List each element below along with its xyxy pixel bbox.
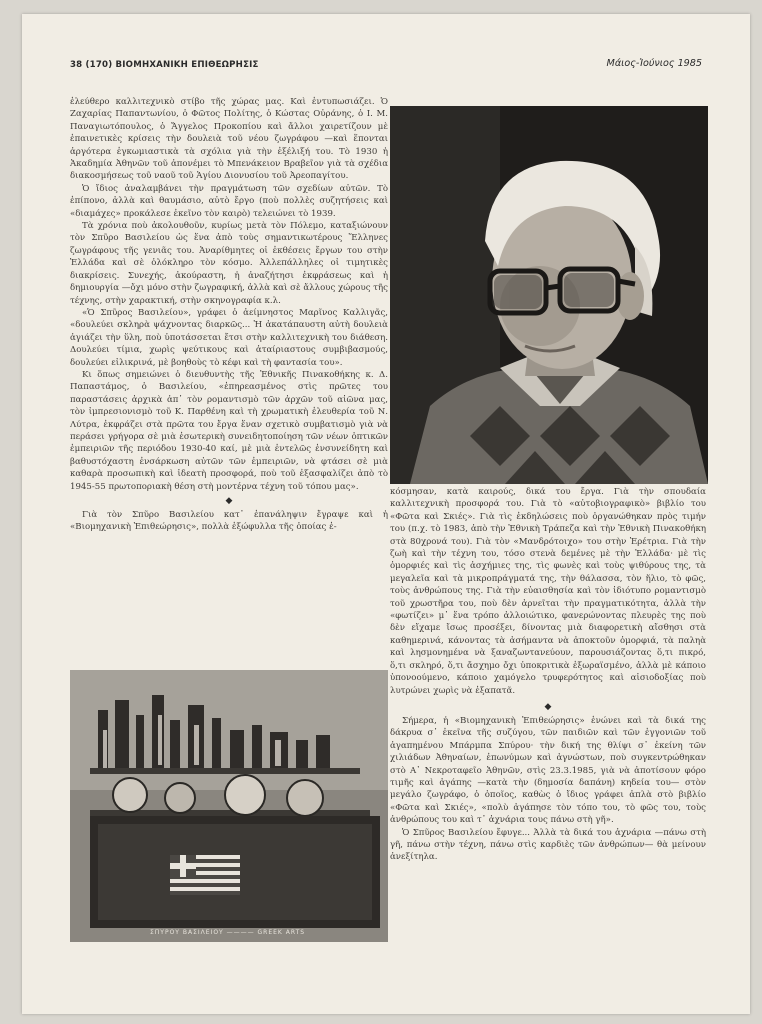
exhibit-illustration xyxy=(70,670,388,942)
exhibit-caption: ΣΠΥΡΟΥ ΒΑΣΙΛΕΙΟΥ ———— GREEK ARTS xyxy=(150,929,306,936)
portrait-illustration xyxy=(390,106,708,484)
paragraph: «Ὁ Σπῦρος Βασιλείου», γράφει ὁ ἀείμνηστος Μαρῖνος Καλλιγᾶς, «δουλεύει σκληρὰ ψάχνοντας διαρκῶς... Ἡ ἀκατάπαυστη αὐτὴ δουλειὰ ἀγιάζει τὴν ὕλη, ποὺ ὑποτάσσεται ἔτσι στὴν καλλιτεχνικὴ του διάθεση. Δουλεύει τίμια, χωρὶς ψεύτικους καὶ ἀταίριαστους συμβιβασμούς, δουλεύει εἰλικρινά, μὲ βοηθοὺς τὸ κέφι καὶ τὴ φαντασία του». xyxy=(70,307,388,368)
section-divider: ◆ xyxy=(544,701,552,712)
portrait-photo xyxy=(390,106,708,484)
magazine-page xyxy=(22,14,750,1014)
running-header-left: 38 (170) ΒΙΟΜΗΧΑΝΙΚΗ ΕΠΙΘΕΩΡΗΣΙΣ xyxy=(70,60,259,70)
paragraph: ἐλεύθερο καλλιτεχνικὸ στίβο τῆς χώρας μας. Καὶ ἐντυπωσιάζει. Ὁ Ζαχαρίας Παπαντωνίου, ὁ Φῶτος Πολίτης, ὁ Κώστας Οὐράνης, ὁ Ι. Μ. Παναγιωτόπουλος, ὁ Ἄγγελος Προκοπίου καὶ ἄλλοι χαιρετίζουν μὲ ἐπαινετικὲς κρίσεις τὴν δουλειὰ τοῦ νέου ζωγράφου —καὶ ἕπονται ἀργότερα ἐγκωμιαστικὰ τὰ σχόλια γιὰ τὴν ἐξέλιξή του. Τὸ 1930 ἡ Ἀκαδημία Ἀθηνῶν τοῦ ἀπονέμει τὸ Μπενάκειον Βραβεῖον γιὰ τὰ σχέδια διακοσμήσεως τοῦ ναοῦ τοῦ Ἁγίου Διονυσίου τοῦ Ἀρεοπαγίτου. xyxy=(70,97,388,182)
section-divider: ◆ xyxy=(225,496,233,506)
paragraph: Ὁ ἴδιος ἀναλαμβάνει τὴν πραγμάτωση τῶν σχεδίων αὐτῶν. Τὸ ἐπίπονο, ἀλλὰ καὶ θαυμάσιο, αὐτὸ ἔργο (ποὺ πολλὲς συζητήσεις καὶ «διαμάχες» προκάλεσε ἐκεῖνο τὸν καιρὸ) τελειώνει τὸ 1939. xyxy=(70,183,388,219)
right-column xyxy=(390,486,706,864)
paragraph: Ὁ Σπῦρος Βασιλείου ἔφυγε... Ἀλλὰ τὰ δικά του ἀχνάρια —πάνω στὴ γῆ, πάνω στὴν τέχνη, πάνω στὶς καρδιὲς τῶν ἀνθρώπων— θὰ μείνουν ἀνεξίτηλα. xyxy=(390,827,706,863)
paragraph: Τὰ χρόνια ποὺ ἀκολουθοῦν, κυρίως μετὰ τὸν Πόλεμο, καταξιώνουν τὸν Σπῦρο Βασιλείου ὡς ἕνα ἀπὸ τοὺς σημαντικωτέρους Ἕλληνες ζωγράφους τῆς γενιᾶς του. Ἀναρίθμητες οἱ ἐκθέσεις ἔργων του στὴν Ἑλλάδα καὶ σὲ ὁλόκληρο τὸν κόσμο. Ἀλλεπάλληλες οἱ τιμητικὲς διακρίσεις. Συνεχής, ἀκούραστη, ἡ ἀναζήτησι ἐκφράσεως καὶ ἡ δημιουργία —ὄχι μόνο στὴν ζωγραφική, ἀλλὰ καὶ σὲ ἄλλους χώρους τῆς τέχνης, στὴν χαρακτική, στὴν σκηνογραφία κ.λ. xyxy=(70,221,388,306)
left-column xyxy=(70,96,388,534)
exhibit-photo xyxy=(70,670,388,942)
paragraph: Γιὰ τὸν Σπῦρο Βασιλείου κατ᾽ ἐπανάληψιν ἔγραψε καὶ ἡ «Βιομηχανικὴ Ἐπιθεώρησις», πολλὰ ἐξώφυλλα τῆς ὁποίας ἐ- xyxy=(70,510,388,533)
paragraph: Σήμερα, ἡ «Βιομηχανικὴ Ἐπιθεώρησις» ἑνώνει καὶ τὰ δικά της δάκρυα σ᾽ ἐκεῖνα τῆς συζύγου, τῶν παιδιῶν καὶ τῶν ἐγγονιῶν τοῦ ἀγαπημένου Μπάρμπα Σπύρου· τὴν δική της θλίψι σ᾽ ἐκείνη τῶν χιλιάδων Ἀθηναίων, ἐπωνύμων καὶ ἀγνώστων, ποὺ συγκεντρώθηκαν στὸ Α᾽ Νεκροταφεῖο Ἀθηνῶν, στὶς 23.3.1985, γιὰ νὰ ἀποτίσουν φόρο τιμῆς καὶ ἀγάπης —κατὰ τὴν (δημοσία δαπάνη) κηδεία του— στὸν μεγάλο ζωγράφο, ὁ ὁποῖος, καθὼς ὁ ἴδιος γράφει ἁπλὰ στὸ βιβλίο «Φῶτα καὶ Σκιές», «πολὺ ἀγάπησε τὸν τόπο του, τὸ φῶς του, τοὺς ἀνθρώπους του καὶ τ᾽ ἀχνάρια τους πάνω στὴ γῆ». xyxy=(390,715,706,826)
paragraph: Κι ὅπως σημειώνει ὁ διευθυντὴς τῆς Ἐθνικῆς Πινακοθήκης κ. Δ. Παπαστάμος, ὁ Βασιλείου, «ἐπηρεασμένος στὶς πρῶτες του παραστάσεις ἀρχικὰ ἀπ᾽ τὸν ρομαντισμὸ τῶν ἀρχῶν τοῦ αἰῶνα μας, τὸν ἰμπρεσιονισμὸ τοῦ Κ. Παρθένη καὶ τὴ χρωματικὴ ἐλευθερία τοῦ Ν. Λύτρα, ἐκφράζει στὰ πρῶτα του ἔργα ἕναν σχετικὸ συμβατισμὸ γιὰ νὰ περάσει γρήγορα σὲ μιὰ ἐσωτερικὴ συνειδητοποίηση τῶν νέων ὀπτικῶν ἐμπειριῶν τῆς περιόδου 1930-40 καί, μὲ μιὰ ἐντελῶς ἐνσυνείδητη καὶ βαθυστόχαστη ἐνσάρκωση αὐτῶν τῶν ἐμπειριῶν, νὰ φτάσει σὲ μιὰ καθαρὰ προσωπικὴ καὶ ἰδεατὴ προσφορά, ποὺ τοῦ ἐξασφαλίζει ἀπὸ τὸ 1945-55 πρωτοποριακὴ θέση στὴ μοντέρνα τέχνη τοῦ τόπου μας». xyxy=(70,369,388,492)
paragraph: κόσμησαν, κατὰ καιρούς, δικά του ἔργα. Γιὰ τὴν σπουδαία καλλιτεχνικὴ προσφορά του. Γιὰ τὸ «αὐτοβιογραφικὸ» βιβλίο του «Φῶτα καὶ Σκιές». Γιὰ τὶς ἐκδηλώσεις ποὺ ὀργανώθηκαν πρὸς τιμήν του (π.χ. τὸ 1983, ἀπὸ τὴν Ἐθνικὴ Τράπεζα καὶ τὴν Ἐθνικὴ Πινακοθήκη στὰ 80χρονά του). Γιὰ τὸν «Μανδρότοιχο» του στὴν Ἐρέτρια. Γιὰ τὴν ζωὴ καὶ τὴν τέχνη του, τόσο στενὰ δεμένες μὲ τὴν Ἑλλάδα· μὲ τὶς ὀμορφιές καὶ τὶς ἀσχήμιες της, τὶς φωνὲς καὶ τοὺς ψιθύρους της, τὰ μεγαλεῖα καὶ τὰ μικροπράγματά της, τὴν θάλασσα, τὸν ἥλιο, τὸ φῶς, τοὺς ἀνθρώπους της. Γιὰ τὴν εὐαισθησία καὶ τὸν ἰδιότυπο ρομαντισμὸ τοῦ χρωστῆρα του, ποὺ δὲν ἀρνεῖται τὴν πραγματικότητα, ἀλλὰ τὴν «φωτίζει» μ᾽ ἕνα τρόπο ἀλλοιώτικο, φανερώνοντας πλευρὲς της ποὺ δὲν εἴχαμε ἴσως προσέξει, δίνοντας μιὰ διαφορετικὴ αἴσθησι στὰ καθημερινά, κάνοντας τὰ ἀσήμαντα νὰ ἀποκτοῦν ὀμορφιά, τὰ παληὰ καὶ λησμονημένα νὰ ξαναζωντανεύουν, παρουσιάζοντας ὅ,τι πικρό, ὅ,τι σκληρό, ὅ,τι ἄσχημο ὄχι ὑποκριτικὰ ἐξωραϊσμένο, ἀλλὰ μὲ κάποιο ὑπονοούμενο, κάποιο χαμόγελο τρυφερότητος καὶ αἰσιοδοξίας ποὺ λυτρώνει χωρὶς νὰ ἐξαπατᾶ. xyxy=(390,487,706,696)
issue-date: Μάιος-Ἰούνιος 1985 xyxy=(606,58,702,69)
